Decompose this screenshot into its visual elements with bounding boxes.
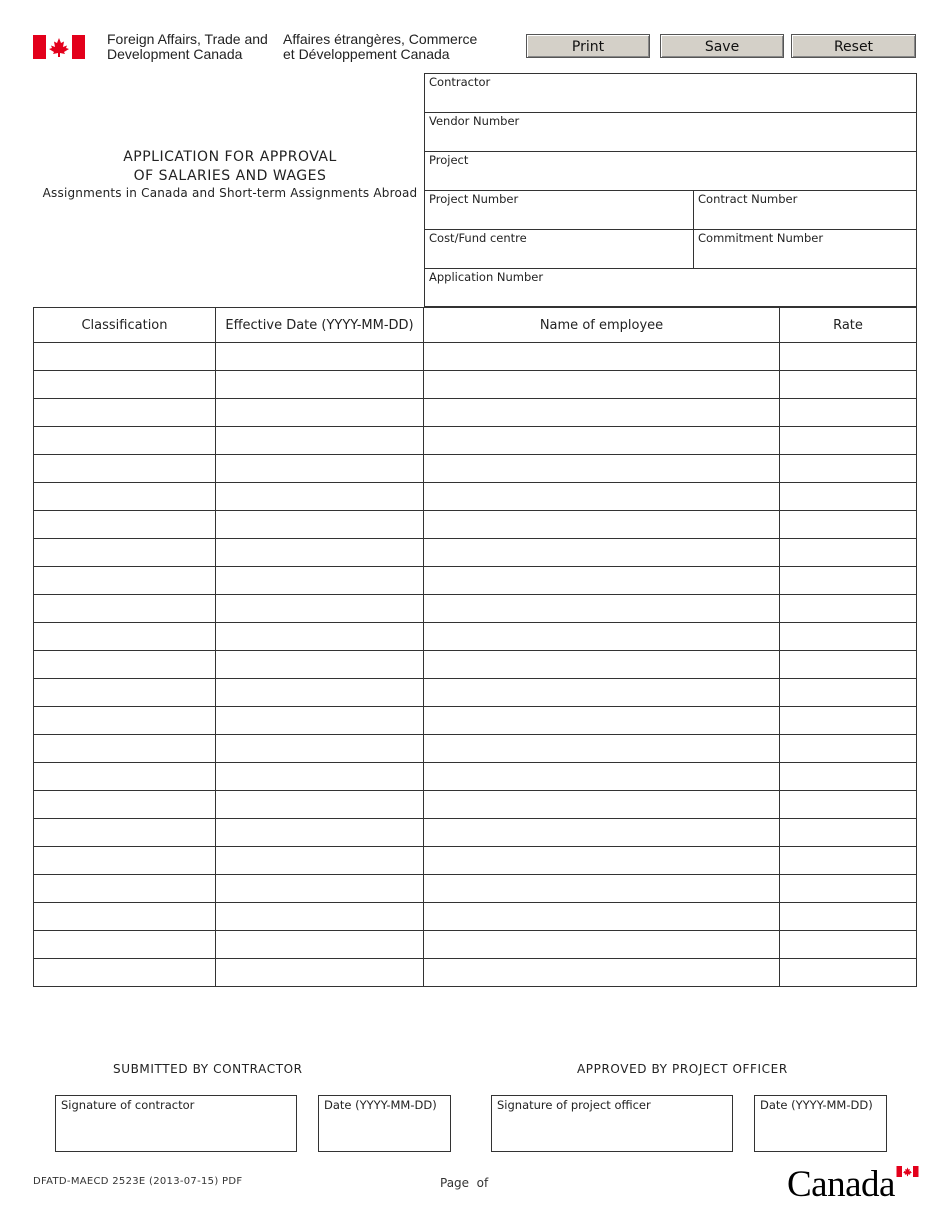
reset-button[interactable]: Reset	[791, 34, 916, 58]
officer-date-field[interactable]	[754, 1095, 887, 1152]
effective-date-input-cell[interactable]	[216, 875, 424, 903]
wordmark-flag-icon	[896, 1166, 919, 1177]
classification-input-cell[interactable]	[34, 763, 216, 791]
rate-input-cell[interactable]	[780, 455, 917, 483]
classification-input-cell[interactable]	[34, 511, 216, 539]
classification-input-cell[interactable]	[34, 595, 216, 623]
effective-date-input-cell[interactable]	[216, 707, 424, 735]
project-number-field[interactable]	[425, 191, 693, 229]
employee-name-input-cell[interactable]	[424, 399, 780, 427]
rate-input-cell[interactable]	[780, 959, 917, 987]
project-field[interactable]	[425, 152, 916, 190]
table-row	[34, 959, 917, 987]
classification-input-cell[interactable]	[34, 399, 216, 427]
table-row	[34, 707, 917, 735]
employee-name-input-cell[interactable]	[424, 903, 780, 931]
rate-input-cell[interactable]	[780, 735, 917, 763]
dept-en-line2: Development Canada	[107, 46, 243, 62]
employee-name-input-cell[interactable]	[424, 959, 780, 987]
effective-date-input-cell[interactable]	[216, 595, 424, 623]
project-label: Project	[429, 153, 469, 167]
table-row	[34, 371, 917, 399]
table-row	[34, 539, 917, 567]
rate-input-cell[interactable]	[780, 847, 917, 875]
employee-name-input-cell[interactable]	[424, 623, 780, 651]
employee-name-input-cell[interactable]	[424, 791, 780, 819]
employee-name-input-cell[interactable]	[424, 595, 780, 623]
table-row	[34, 847, 917, 875]
classification-input-cell[interactable]	[34, 679, 216, 707]
table-row	[34, 483, 917, 511]
table-row	[34, 763, 917, 791]
classification-input-cell[interactable]	[34, 791, 216, 819]
employee-name-input-cell[interactable]	[424, 679, 780, 707]
contract-number-label: Contract Number	[698, 192, 798, 206]
table-row	[34, 903, 917, 931]
rate-input-cell[interactable]	[780, 763, 917, 791]
effective-date-input-cell[interactable]	[216, 371, 424, 399]
rate-input-cell[interactable]	[780, 399, 917, 427]
classification-input-cell[interactable]	[34, 903, 216, 931]
dept-fr-line1: Affaires étrangères, Commerce	[283, 31, 478, 47]
classification-input-cell[interactable]	[34, 343, 216, 371]
print-button[interactable]: Print	[526, 34, 650, 58]
cost-fund-centre-label: Cost/Fund centre	[429, 231, 527, 245]
table-row	[34, 735, 917, 763]
effective-date-input-cell[interactable]	[216, 651, 424, 679]
canada-wordmark: Canada	[787, 1164, 895, 1205]
employee-name-input-cell[interactable]	[424, 343, 780, 371]
canada-flag-icon	[33, 35, 85, 59]
classification-input-cell[interactable]	[34, 819, 216, 847]
vendor-number-label: Vendor Number	[429, 114, 520, 128]
effective-date-input-cell[interactable]	[216, 847, 424, 875]
officer-signature-label: Signature of project officer	[497, 1098, 651, 1112]
classification-input-cell[interactable]	[34, 539, 216, 567]
column-header-effective-date: Effective Date (YYYY-MM-DD)	[216, 308, 424, 343]
employee-name-input-cell[interactable]	[424, 455, 780, 483]
employee-name-input-cell[interactable]	[424, 567, 780, 595]
table-row	[34, 931, 917, 959]
contract-number-field[interactable]	[694, 191, 916, 229]
rate-input-cell[interactable]	[780, 539, 917, 567]
contractor-date-field[interactable]	[318, 1095, 451, 1152]
application-number-label: Application Number	[429, 270, 544, 284]
rate-input-cell[interactable]	[780, 903, 917, 931]
department-name-french	[283, 32, 477, 62]
contractor-date-label: Date (YYYY-MM-DD)	[324, 1098, 437, 1112]
effective-date-input-cell[interactable]	[216, 455, 424, 483]
effective-date-input-cell[interactable]	[216, 763, 424, 791]
commitment-number-field[interactable]	[694, 230, 916, 268]
rate-input-cell[interactable]	[780, 679, 917, 707]
effective-date-input-cell[interactable]	[216, 819, 424, 847]
table-row	[34, 623, 917, 651]
commitment-number-label: Commitment Number	[698, 231, 824, 245]
effective-date-input-cell[interactable]	[216, 735, 424, 763]
project-info-box	[424, 73, 917, 307]
effective-date-input-cell[interactable]	[216, 343, 424, 371]
employee-name-input-cell[interactable]	[424, 371, 780, 399]
form-title-line2: OF SALARIES AND WAGES	[133, 168, 327, 184]
employee-name-input-cell[interactable]	[424, 427, 780, 455]
table-row	[34, 427, 917, 455]
rate-input-cell[interactable]	[780, 623, 917, 651]
table-row	[34, 791, 917, 819]
classification-input-cell[interactable]	[34, 707, 216, 735]
employee-name-input-cell[interactable]	[424, 735, 780, 763]
officer-signature-field[interactable]	[491, 1095, 733, 1152]
table-header-row	[34, 308, 917, 343]
save-button[interactable]: Save	[660, 34, 784, 58]
employee-salary-table	[33, 307, 917, 987]
rate-input-cell[interactable]	[780, 791, 917, 819]
column-header-classification: Classification	[34, 308, 216, 343]
effective-date-input-cell[interactable]	[216, 791, 424, 819]
table-row	[34, 651, 917, 679]
form-title-line1: APPLICATION FOR APPROVAL	[123, 149, 337, 165]
effective-date-input-cell[interactable]	[216, 679, 424, 707]
table-row	[34, 511, 917, 539]
contractor-signature-field[interactable]	[55, 1095, 297, 1152]
rate-input-cell[interactable]	[780, 483, 917, 511]
employee-name-input-cell[interactable]	[424, 483, 780, 511]
classification-input-cell[interactable]	[34, 847, 216, 875]
effective-date-input-cell[interactable]	[216, 399, 424, 427]
rate-input-cell[interactable]	[780, 875, 917, 903]
table-row	[34, 819, 917, 847]
vendor-number-field[interactable]	[425, 113, 916, 151]
table-body	[34, 343, 917, 987]
employee-name-input-cell[interactable]	[424, 875, 780, 903]
rate-input-cell[interactable]	[780, 567, 917, 595]
project-number-label: Project Number	[429, 192, 519, 206]
employee-name-input-cell[interactable]	[424, 763, 780, 791]
classification-input-cell[interactable]	[34, 651, 216, 679]
effective-date-input-cell[interactable]	[216, 567, 424, 595]
effective-date-input-cell[interactable]	[216, 483, 424, 511]
dept-en-line1: Foreign Affairs, Trade and	[107, 31, 268, 47]
effective-date-input-cell[interactable]	[216, 511, 424, 539]
classification-input-cell[interactable]	[34, 455, 216, 483]
employee-name-input-cell[interactable]	[424, 539, 780, 567]
employee-name-input-cell[interactable]	[424, 511, 780, 539]
employee-name-input-cell[interactable]	[424, 847, 780, 875]
submitted-by-heading: SUBMITTED BY CONTRACTOR	[113, 1062, 303, 1076]
rate-input-cell[interactable]	[780, 511, 917, 539]
employee-name-input-cell[interactable]	[424, 651, 780, 679]
employee-name-input-cell[interactable]	[424, 819, 780, 847]
cost-fund-centre-field[interactable]	[425, 230, 693, 268]
column-header-rate: Rate	[780, 308, 917, 343]
rate-input-cell[interactable]	[780, 651, 917, 679]
effective-date-input-cell[interactable]	[216, 959, 424, 987]
form-subtitle: Assignments in Canada and Short-term Assignments Abroad	[42, 186, 418, 200]
rate-input-cell[interactable]	[780, 427, 917, 455]
classification-input-cell[interactable]	[34, 567, 216, 595]
application-number-field[interactable]	[425, 269, 916, 306]
classification-input-cell[interactable]	[34, 623, 216, 651]
rate-input-cell[interactable]	[780, 343, 917, 371]
employee-name-input-cell[interactable]	[424, 931, 780, 959]
classification-input-cell[interactable]	[34, 483, 216, 511]
table-row	[34, 399, 917, 427]
rate-input-cell[interactable]	[780, 819, 917, 847]
department-name-english	[107, 32, 268, 62]
effective-date-input-cell[interactable]	[216, 931, 424, 959]
table-row	[34, 567, 917, 595]
classification-input-cell[interactable]	[34, 931, 216, 959]
rate-input-cell[interactable]	[780, 931, 917, 959]
table-row	[34, 455, 917, 483]
rate-input-cell[interactable]	[780, 371, 917, 399]
contractor-field[interactable]	[425, 74, 916, 112]
effective-date-input-cell[interactable]	[216, 903, 424, 931]
page-number: Page of	[440, 1176, 489, 1190]
rate-input-cell[interactable]	[780, 595, 917, 623]
classification-input-cell[interactable]	[34, 959, 216, 987]
classification-input-cell[interactable]	[34, 371, 216, 399]
table-row	[34, 875, 917, 903]
dept-fr-line2: et Développement Canada	[283, 46, 450, 62]
contractor-signature-label: Signature of contractor	[61, 1098, 195, 1112]
contractor-label: Contractor	[429, 75, 491, 89]
approved-by-heading: APPROVED BY PROJECT OFFICER	[577, 1062, 788, 1076]
classification-input-cell[interactable]	[34, 427, 216, 455]
table-row	[34, 343, 917, 371]
officer-date-label: Date (YYYY-MM-DD)	[760, 1098, 873, 1112]
effective-date-input-cell[interactable]	[216, 623, 424, 651]
effective-date-input-cell[interactable]	[216, 539, 424, 567]
classification-input-cell[interactable]	[34, 735, 216, 763]
effective-date-input-cell[interactable]	[216, 427, 424, 455]
table-row	[34, 595, 917, 623]
rate-input-cell[interactable]	[780, 707, 917, 735]
table-row	[34, 679, 917, 707]
column-header-employee-name: Name of employee	[424, 308, 780, 343]
employee-name-input-cell[interactable]	[424, 707, 780, 735]
classification-input-cell[interactable]	[34, 875, 216, 903]
form-code: DFATD-MAECD 2523E (2013-07-15) PDF	[33, 1176, 243, 1187]
